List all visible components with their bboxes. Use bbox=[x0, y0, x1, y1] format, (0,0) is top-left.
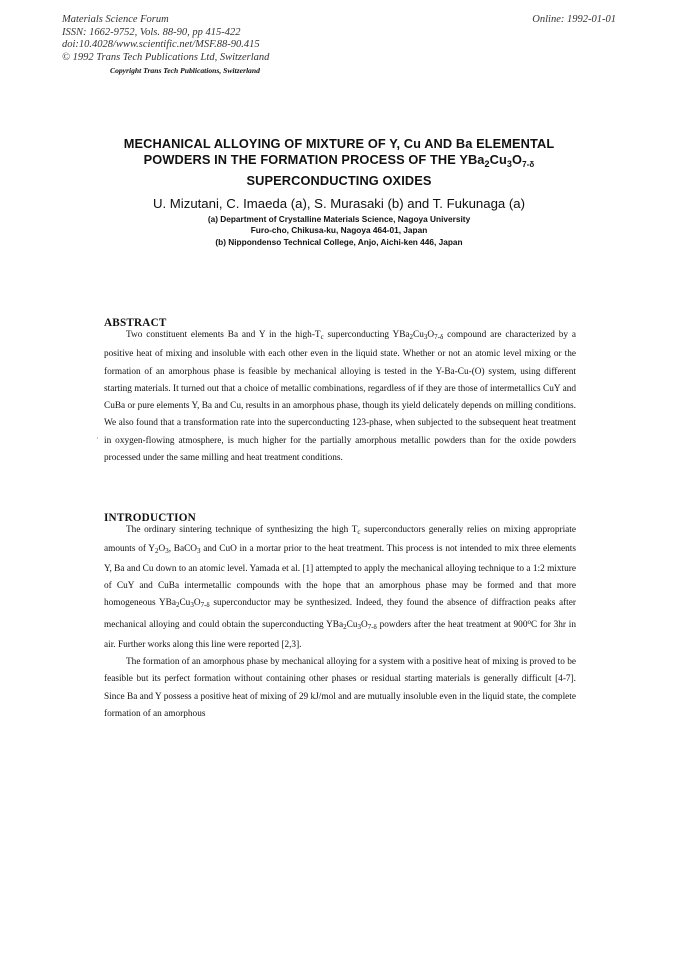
abstract-heading: ABSTRACT bbox=[104, 317, 167, 329]
intro-text-run: The ordinary sintering technique of synthesizing the high T bbox=[126, 525, 358, 535]
introduction-text bbox=[104, 522, 576, 723]
margin-mark: · bbox=[96, 434, 99, 443]
formula-element: O bbox=[158, 544, 166, 555]
online-date: Online: 1992-01-01 bbox=[532, 14, 616, 25]
title-line-2-text: POWDERS IN THE FORMATION PROCESS OF THE YBa bbox=[143, 152, 485, 167]
intro-paragraph-1 bbox=[104, 522, 576, 654]
abstract-text-run: Two constituent elements Ba and Y in the high-T bbox=[126, 330, 321, 340]
subscript: 7-δ bbox=[434, 333, 444, 341]
subscript: 2 bbox=[343, 623, 347, 632]
intro-text-run: C for 3hr in air. Further works along this line were reported [2,3]. bbox=[104, 620, 577, 650]
formula-element: O bbox=[360, 620, 368, 631]
publisher-line: © 1992 Trans Tech Publications Ltd, Switzerland bbox=[62, 51, 270, 63]
title-formula-sub: 3 bbox=[506, 159, 512, 169]
subscript: 3 bbox=[190, 601, 194, 610]
issn-line: ISSN: 1662-9752, Vols. 88-90, pp 415-422 bbox=[62, 26, 241, 38]
affiliation-b: (b) Nippondenso Technical College, Anjo, Aichi-ken 446, Japan bbox=[215, 236, 463, 247]
title-line-3: SUPERCONDUCTING OXIDES bbox=[246, 173, 432, 188]
intro-paragraph-2: The formation of an amorphous phase by mechanical alloying for a system with a positive heat of mixing is proved to be feasible but its perfect formation without containing other phases or residual starting materials is generally difficult [4-7]. Since Ba and Y possess a positive heat of mixing of 29 kJ/mol and are mutually insoluble even in the liquid state, the complete formation of an amorphous bbox=[104, 657, 576, 719]
doi-line: doi:10.4028/www.scientific.net/MSF.88-90.415 bbox=[62, 39, 260, 50]
subscript: 3 bbox=[423, 333, 428, 341]
title-formula-cu: Cu bbox=[489, 152, 507, 167]
subscript: c bbox=[320, 333, 324, 341]
affiliation-address: Furo-cho, Chikusa-ku, Nagoya 464-01, Japan bbox=[250, 225, 428, 236]
formula-element: Cu bbox=[413, 330, 424, 340]
superscript: o bbox=[527, 618, 531, 627]
subscript: 3 bbox=[357, 623, 361, 632]
abstract-text bbox=[104, 327, 576, 467]
subscript: 3 bbox=[197, 547, 201, 556]
abstract-text-run: compound are characterized by a positive heat of mixing and insoluble with each other even in the liquid state. Whether or not an atomic level mixing or the formation of an amorphous phase is feasible by mechanical alloying is tested in the Y-Ba-Cu-(O) system, using different starting materials. It turned out that a choice of metallic combinations, regardless of if they are those of intermetallics CuY and CuBa or pure elements Y, Ba and Cu, results in an amorphous phase, though its yield delicately depends on milling conditions. We also found that a transformation rate into the superconducting 123-phase, when subjected to the subsequent heat treatment in oxygen-flowing atmosphere, is much higher for the partially amorphous metallic powders than for the oxide powders processed under the same milling and heat treatment conditions. bbox=[104, 330, 576, 464]
title-formula-sub: 2 bbox=[484, 159, 490, 169]
formula-element: O bbox=[193, 598, 201, 609]
title-line-1: MECHANICAL ALLOYING OF MIXTURE OF Y, Cu AND Ba ELEMENTAL bbox=[123, 136, 555, 151]
title-formula-sub: 7-δ bbox=[522, 160, 535, 169]
subscript: 7-δ bbox=[367, 623, 377, 632]
title-formula-o: O bbox=[512, 152, 523, 167]
journal-metadata bbox=[62, 14, 269, 64]
author-list: U. Mizutani, C. Imaeda (a), S. Murasaki (b) and T. Fukunaga (a) bbox=[152, 196, 526, 211]
journal-name: Materials Science Forum bbox=[62, 14, 169, 25]
abstract-paragraph bbox=[104, 327, 576, 467]
formula-element: Cu bbox=[179, 598, 191, 609]
formula-element: O bbox=[427, 330, 435, 340]
title-line-2 bbox=[90, 152, 588, 173]
subscript: c bbox=[357, 528, 361, 536]
affiliation-a: (a) Department of Crystalline Materials Science, Nagoya University bbox=[207, 214, 471, 224]
affiliations bbox=[60, 214, 618, 248]
formula-element: Cu bbox=[346, 620, 358, 631]
subscript: 7-δ bbox=[200, 601, 210, 610]
introduction-heading: INTRODUCTION bbox=[104, 512, 196, 524]
intro-text-run: powders after the heat treatment at 900 bbox=[376, 620, 528, 631]
subscript: 2 bbox=[155, 547, 159, 556]
subscript: 2 bbox=[175, 601, 180, 610]
subscript: 2 bbox=[409, 333, 414, 341]
paper-title bbox=[90, 136, 588, 189]
intro-text-run: and CuO in a mortar prior to the heat treatment. This process is not intended to mix three elements Y, Ba and Cu down to an atomic level. Yamada et al. [1] attempted to apply the mechanical alloying technique to a 1:2 mixture of CuY and CuBa intermetallic compounds with the hope that an amorphous phase may be formed and that more homogeneous YBa bbox=[104, 544, 576, 609]
intro-text-run: , BaCO bbox=[168, 544, 197, 555]
intro-text-run: superconductor may be synthesized. Indeed, they found the absence of diffraction peaks after mechanical alloying and could obtain the superconducting YBa bbox=[104, 598, 576, 631]
intro-text-run: superconductors generally relies on mixing appropriate amounts of Y bbox=[104, 525, 576, 555]
abstract-text-run: superconducting YBa bbox=[323, 330, 410, 340]
copyright-notice: Copyright Trans Tech Publications, Switzerland bbox=[110, 66, 260, 75]
subscript: 3 bbox=[165, 547, 169, 556]
